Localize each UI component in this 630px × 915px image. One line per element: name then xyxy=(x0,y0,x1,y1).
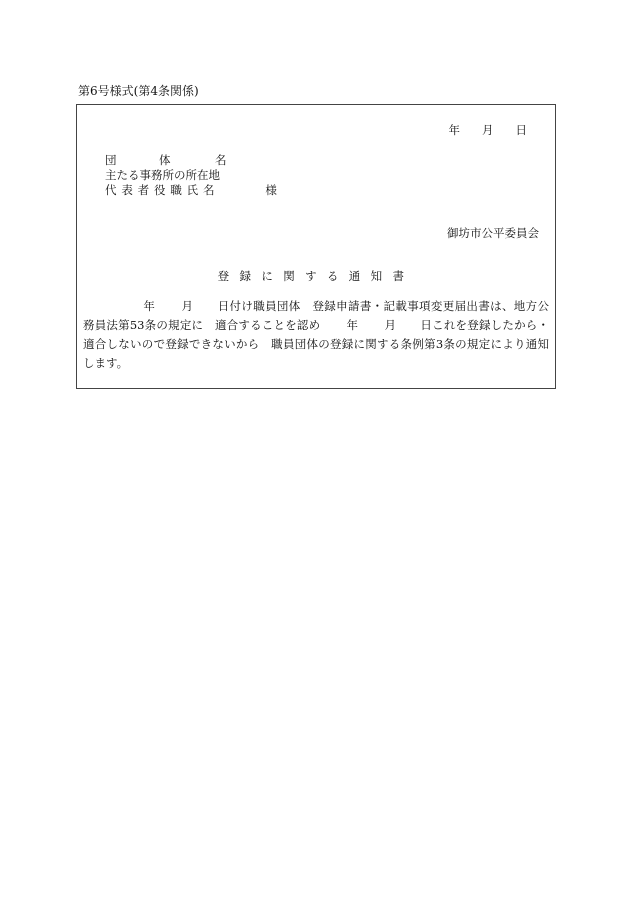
body-year-1: 年 xyxy=(143,299,156,313)
body-year-2: 年 xyxy=(346,318,359,332)
group-name-char-3: 名 xyxy=(215,153,227,167)
committee-name: 御坊市公平委員会 xyxy=(447,226,539,240)
notice-body xyxy=(83,297,549,373)
honorific: 様 xyxy=(265,183,277,197)
representative-label xyxy=(105,183,277,197)
body-segment-2: 日これを登録したから・適合しないので登録できないから 職員団体の登録に関する条例第3条の規定により通知します。 xyxy=(83,318,549,370)
group-name-char-2: 体 xyxy=(159,153,171,167)
body-month-1: 月 xyxy=(181,299,194,313)
date-month: 月 xyxy=(482,123,494,137)
group-name-label xyxy=(105,153,227,167)
office-location-label: 主たる事務所の所在地 xyxy=(105,168,220,182)
date-day: 日 xyxy=(515,123,527,137)
body-segment-1: 日付け職員団体 登録申請書・記載事項変更届出書は、地方公務員法第53条の規定に 適合することを認め xyxy=(83,299,549,332)
document-title: 登録に関する通知書 xyxy=(217,269,415,283)
date-year: 年 xyxy=(448,123,460,137)
date-line xyxy=(449,123,528,137)
form-number-label: 第6号様式(第4条関係) xyxy=(78,84,199,98)
body-month-2: 月 xyxy=(384,318,397,332)
group-name-char-1: 団 xyxy=(105,153,117,167)
notice-frame xyxy=(76,104,556,389)
representative-text: 代表者役職氏名 xyxy=(105,183,220,197)
